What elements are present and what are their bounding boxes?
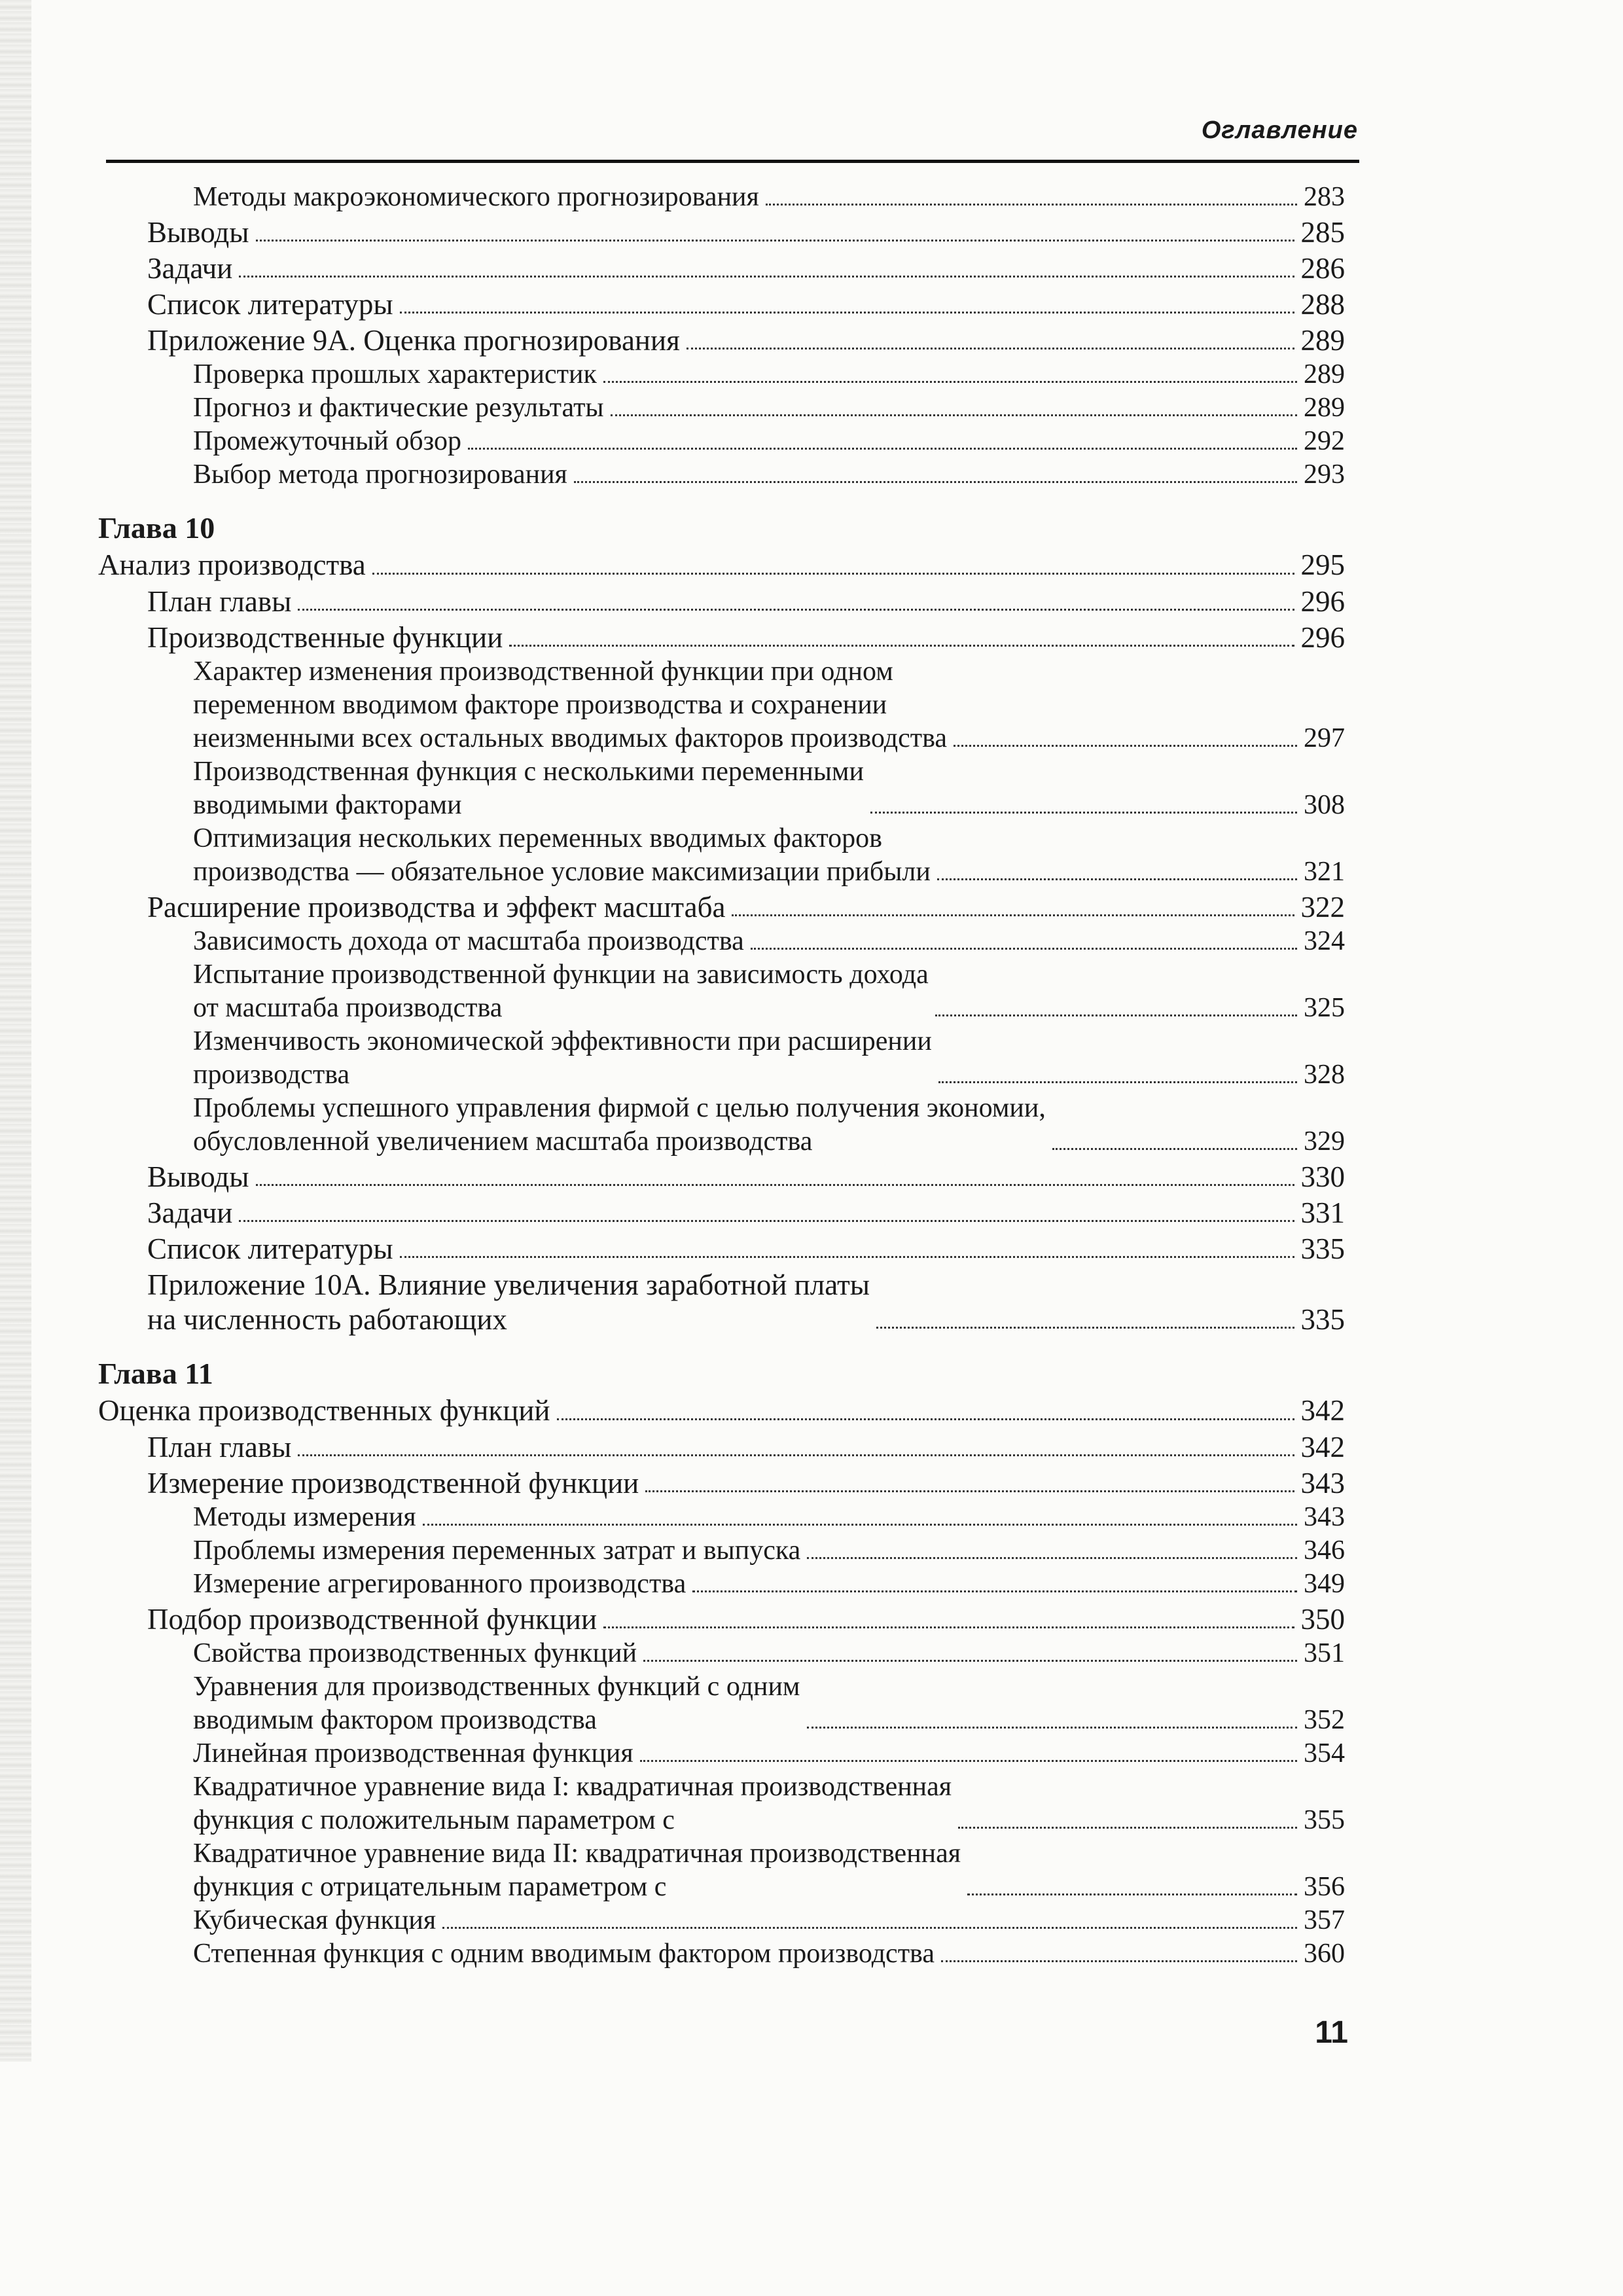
dot-leader	[239, 276, 1294, 278]
dot-leader	[870, 812, 1297, 814]
toc-entry[interactable]	[98, 391, 1345, 425]
toc-entry-title: Производственная функция с несколькими переменными вводимыми факторами	[193, 757, 864, 820]
toc-entry-title: Расширение производства и эффект масштаба	[147, 891, 726, 924]
chapter-heading: Глава 10	[98, 511, 215, 545]
toc-entry[interactable]	[98, 584, 1345, 619]
toc-entry-page: 351	[1304, 1638, 1345, 1668]
toc-entry-title: Анализ производства	[98, 548, 366, 581]
toc-entry-title: Подбор производственной функции	[147, 1603, 597, 1636]
toc-entry[interactable]	[98, 1770, 1345, 1837]
toc-entry-title: План главы	[147, 585, 292, 618]
toc-entry-title: Измерение производственной функции	[147, 1467, 639, 1499]
dot-leader	[692, 1590, 1297, 1592]
toc-entry[interactable]	[98, 1568, 1345, 1601]
toc-entry[interactable]	[98, 655, 1345, 755]
toc-entry-title: Приложение 9А. Оценка прогнозирования	[147, 324, 680, 357]
toc-entry-page: 296	[1300, 585, 1345, 618]
toc-entry-title: Список литературы	[147, 1232, 393, 1265]
toc-entry[interactable]	[98, 1534, 1345, 1568]
chapter-heading: Глава 11	[98, 1357, 213, 1390]
dot-leader	[509, 645, 1294, 647]
dot-leader	[611, 414, 1297, 416]
toc-entry[interactable]	[98, 890, 1345, 925]
toc-entry[interactable]	[98, 1904, 1345, 1937]
dot-leader	[807, 1727, 1297, 1729]
table-of-contents	[98, 181, 1345, 1971]
toc-entry-title: Проблемы измерения переменных затрат и выпуска	[193, 1535, 801, 1566]
toc-entry-title: Проблемы успешного управления фирмой с целью получения экономии, обусловленной увеличением масштаба производства	[193, 1093, 1046, 1157]
toc-entry-title: План главы	[147, 1431, 292, 1463]
toc-entry-title: Квадратичное уравнение вида I: квадратичная производственная функция с положительным параметром c	[193, 1772, 952, 1835]
toc-entry[interactable]	[98, 1837, 1345, 1904]
toc-entry[interactable]	[98, 1670, 1345, 1737]
dot-leader	[298, 1454, 1294, 1456]
dot-leader	[298, 609, 1294, 611]
toc-entry-page: 360	[1304, 1939, 1345, 1969]
toc-entry[interactable]	[98, 1092, 1345, 1158]
toc-entry-page: 352	[1304, 1705, 1345, 1735]
dot-leader	[400, 312, 1294, 314]
dot-leader	[954, 745, 1297, 747]
toc-entry[interactable]	[98, 620, 1345, 655]
toc-entry-page: 335	[1300, 1232, 1345, 1265]
toc-entry[interactable]	[98, 958, 1345, 1025]
toc-entry[interactable]	[98, 1466, 1345, 1501]
toc-entry-page: 292	[1304, 426, 1345, 456]
toc-entry-page: 330	[1300, 1160, 1345, 1193]
toc-entry-page: 283	[1304, 182, 1345, 212]
toc-entry-page: 296	[1300, 621, 1345, 654]
toc-entry-title: Задачи	[147, 1196, 233, 1229]
dot-leader	[807, 1557, 1297, 1559]
toc-entry[interactable]	[98, 287, 1345, 322]
toc-entry[interactable]	[98, 1637, 1345, 1670]
toc-entry-title: Выбор метода прогнозирования	[193, 459, 567, 490]
toc-entry-page: 335	[1300, 1303, 1345, 1336]
dot-leader	[256, 240, 1294, 242]
dot-leader	[603, 1626, 1294, 1628]
dot-leader	[751, 948, 1297, 950]
toc-entry-page: 289	[1300, 324, 1345, 357]
dot-leader	[423, 1524, 1297, 1526]
toc-entry-page: 342	[1300, 1431, 1345, 1463]
dot-leader	[603, 381, 1297, 383]
toc-entry[interactable]	[98, 358, 1345, 391]
toc-entry[interactable]	[98, 1602, 1345, 1637]
toc-entry[interactable]	[98, 1025, 1345, 1092]
toc-entry[interactable]	[98, 925, 1345, 958]
toc-entry-page: 322	[1300, 891, 1345, 924]
toc-entry-title: Измерение агрегированного производства	[193, 1569, 687, 1599]
toc-entry-title: Методы измерения	[193, 1502, 416, 1532]
toc-entry[interactable]	[98, 1392, 1345, 1429]
toc-entry[interactable]	[98, 1160, 1345, 1194]
dot-leader	[766, 204, 1297, 206]
scan-edge-shadow	[0, 0, 31, 2062]
toc-entry[interactable]	[98, 1737, 1345, 1770]
toc-entry-title: Выводы	[147, 216, 249, 249]
toc-entry-page: 331	[1300, 1196, 1345, 1229]
toc-entry-page: 295	[1300, 548, 1345, 581]
toc-entry-title: Кубическая функция	[193, 1905, 437, 1935]
toc-entry-title: Изменчивость экономической эффективности при расширении производства	[193, 1026, 932, 1090]
toc-entry-page: 289	[1304, 359, 1345, 389]
dot-leader	[687, 348, 1294, 350]
toc-entry-page: 355	[1304, 1805, 1345, 1835]
toc-entry-page: 321	[1304, 857, 1345, 887]
toc-entry-page: 288	[1300, 288, 1345, 321]
toc-entry[interactable]	[98, 1196, 1345, 1230]
toc-entry-title: Квадратичное уравнение вида II: квадратичная производственная функция с отрицательным параметром c	[193, 1839, 961, 1902]
toc-entry-page: 325	[1304, 993, 1345, 1023]
toc-entry-title: Задачи	[147, 252, 233, 285]
page-number: 11	[1315, 2015, 1348, 2050]
toc-entry[interactable]	[98, 1430, 1345, 1465]
toc-entry[interactable]	[98, 323, 1345, 358]
dot-leader	[468, 448, 1297, 450]
toc-entry-page: 343	[1300, 1467, 1345, 1499]
toc-entry-title: Свойства производственных функций	[193, 1638, 637, 1668]
toc-entry-page: 343	[1304, 1502, 1345, 1532]
dot-leader	[645, 1490, 1294, 1492]
toc-entry-page: 324	[1304, 926, 1345, 956]
toc-entry-title: Методы макроэкономического прогнозирования	[193, 182, 759, 212]
dot-leader	[1052, 1148, 1297, 1150]
toc-entry[interactable]	[98, 1501, 1345, 1534]
toc-entry[interactable]	[98, 1232, 1345, 1266]
dot-leader	[732, 914, 1294, 916]
toc-entry-page: 328	[1304, 1060, 1345, 1090]
toc-entry-page: 346	[1304, 1535, 1345, 1566]
toc-entry-page: 297	[1304, 723, 1345, 753]
dot-leader	[643, 1660, 1297, 1662]
toc-entry-page: 357	[1304, 1905, 1345, 1935]
toc-entry-page: 289	[1304, 393, 1345, 423]
toc-entry-title: Зависимость дохода от масштаба производства	[193, 926, 744, 956]
toc-entry-page: 329	[1304, 1126, 1345, 1157]
dot-leader	[938, 1081, 1297, 1083]
toc-entry-title: Промежуточный обзор	[193, 426, 461, 456]
dot-leader	[372, 573, 1294, 575]
dot-leader	[400, 1256, 1294, 1258]
toc-entry-title: Уравнения для производственных функций с одним вводимым фактором производства	[193, 1672, 800, 1735]
toc-entry-title: Оптимизация нескольких переменных вводимых факторов производства — обязательное условие максимизации прибыли	[193, 823, 931, 887]
dot-leader	[941, 1960, 1297, 1962]
dot-leader	[640, 1760, 1297, 1762]
toc-entry-page: 349	[1304, 1569, 1345, 1599]
toc-entry-title: Список литературы	[147, 288, 393, 321]
dot-leader	[935, 1014, 1297, 1016]
toc-entry[interactable]	[98, 822, 1345, 889]
toc-entry[interactable]	[98, 547, 1345, 583]
toc-entry-page: 308	[1304, 790, 1345, 820]
toc-entry-title: Проверка прошлых характеристик	[193, 359, 597, 389]
header-rule	[106, 160, 1359, 163]
dot-leader	[557, 1418, 1294, 1420]
toc-entry-title: Производственные функции	[147, 621, 503, 654]
dot-leader	[442, 1927, 1297, 1929]
toc-entry[interactable]	[98, 251, 1345, 286]
toc-entry[interactable]	[98, 181, 1345, 214]
toc-entry-title: Оценка производственных функций	[98, 1394, 550, 1427]
toc-entry-page: 285	[1300, 216, 1345, 249]
toc-entry[interactable]	[98, 215, 1345, 250]
toc-entry-page: 350	[1300, 1603, 1345, 1636]
toc-entry-page: 342	[1300, 1394, 1345, 1427]
toc-entry-title: Выводы	[147, 1160, 249, 1193]
toc-entry-title: Испытание производственной функции на зависимость дохода от масштаба производства	[193, 960, 929, 1023]
toc-entry-page: 356	[1304, 1872, 1345, 1902]
toc-entry-page: 354	[1304, 1738, 1345, 1768]
toc-entry-title: Степенная функция с одним вводимым фактором производства	[193, 1939, 935, 1969]
toc-entry-title: Приложение 10А. Влияние увеличения заработной платы на численность работающих	[147, 1268, 870, 1336]
toc-entry[interactable]	[98, 1937, 1345, 1971]
dot-leader	[256, 1184, 1294, 1186]
dot-leader	[958, 1827, 1297, 1829]
toc-entry-title: Прогноз и фактические результаты	[193, 393, 604, 423]
dot-leader	[937, 878, 1297, 880]
dot-leader	[574, 481, 1297, 483]
toc-entry-title: Линейная производственная функция	[193, 1738, 633, 1768]
toc-entry-title: Характер изменения производственной функции при одном переменном вводимом факторе производства и сохранении неизменными всех остальных вводимых факторов производства	[193, 656, 948, 753]
dot-leader	[876, 1327, 1294, 1329]
toc-entry[interactable]	[98, 755, 1345, 822]
toc-entry[interactable]	[98, 458, 1345, 492]
toc-entry-page: 293	[1304, 459, 1345, 490]
dot-leader	[239, 1220, 1294, 1222]
toc-entry[interactable]	[98, 1268, 1345, 1337]
running-title: Оглавление	[1201, 117, 1358, 144]
toc-entry-page: 286	[1300, 252, 1345, 285]
dot-leader	[967, 1893, 1297, 1895]
toc-entry[interactable]	[98, 425, 1345, 458]
